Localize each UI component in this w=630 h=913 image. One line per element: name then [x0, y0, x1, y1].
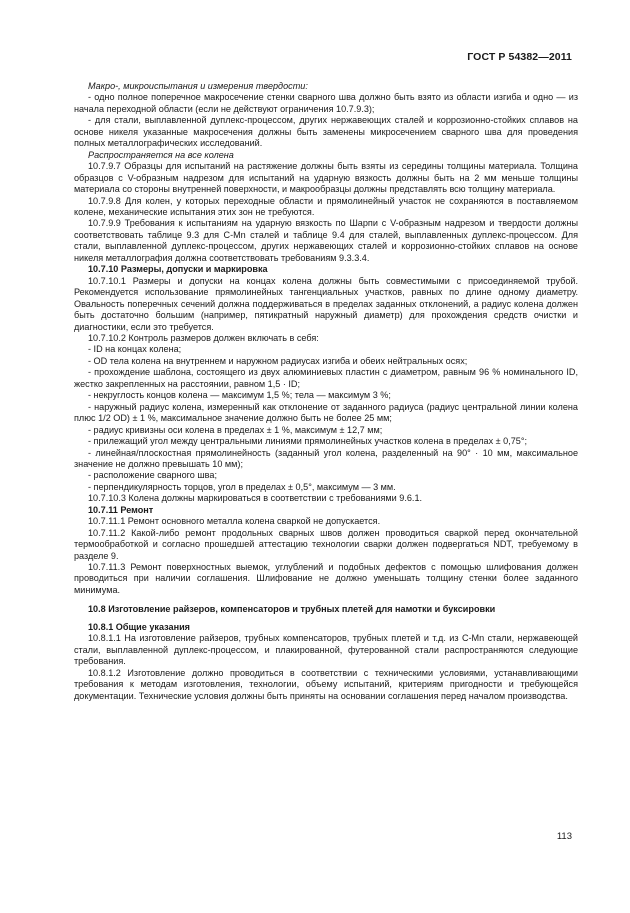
paragraph: - некруглость концов колена — максимум 1,5 %; тела — максимум 3 %;: [88, 390, 391, 401]
paragraph: - наружный радиус колена, измеренный как отклонение от заданного радиуса (радиус центральной линии колена плюс 1/2 OD) ± 1 %, максимальное значение должно быть не более 25 мм;: [74, 401, 578, 424]
paragraph: 10.7.10.1 Размеры и допуски на концах колена должны быть совместимыми с присоединяемой трубой. Рекомендуется использование прямолинейных тангенциальных участков, равных по длине одному диаметру. Овальность поперечных сечений должна поддерживаться в пределах заданных отклонений, а радиус колена должен быть достаточно большим (например, пятикратный наружный диаметр) для прохождения средств очистки и диагностики, если это требуется.: [74, 275, 578, 332]
paragraph: 10.7.11.3 Ремонт поверхностных выемок, углублений и подобных дефектов с помощью шлифования должен проводиться при наличии соглашения. Шлифование не должно уменьшать толщину стенки более заданного минимума.: [74, 562, 578, 595]
paragraph: - прохождение шаблона, состоящего из двух алюминиевых пластин с диаметром, равным 96 % номинального ID, жестко закрепленных на расстоянии, равном 1,5 · ID;: [74, 367, 578, 389]
paragraph: 10.7.11.2 Какой-либо ремонт продольных сварных швов должен проводиться сваркой перед окончательной термообработкой и согласно прошедшей аттестацию технологии сварки должен подвергаться NDT, требуемому в разделе 9.: [74, 527, 578, 561]
paragraph: - перпендикулярность торцов, угол в пределах ± 0,5°, максимум — 3 мм.: [88, 481, 396, 492]
paragraph: 10.7.10.3 Колена должны маркироваться в соответствии с требованиями 9.6.1.: [88, 493, 423, 504]
paragraph: - радиус кривизны оси колена в пределах ± 1 %, максимум ± 12,7 мм;: [88, 424, 383, 435]
paragraph: 10.8.1.1 На изготовление райзеров, трубных компенсаторов, трубных плетей и т.д. из C-Mn стали, нержавеющей стали, выплавленной дуплекс-процессом, и плакированной, футерованной стали распространяются следующие требования.: [74, 633, 578, 667]
section-heading: 10.8 Изготовление райзеров, компенсаторов и трубных плетей для намотки и буксировки: [88, 604, 496, 615]
page-number: 113: [556, 831, 572, 842]
subsection-heading: 10.7.10 Размеры, допуски и маркировка: [88, 264, 268, 275]
paragraph: - расположение сварного шва;: [88, 470, 217, 481]
italic-subheading: Распространяется на все колена: [88, 149, 234, 160]
paragraph: - линейная/плоскостная прямолинейность (заданный угол колена, разделенный на 90° · 10 мм, максимальное значение не должно превышать 10 мм);: [74, 447, 578, 469]
paragraph: 10.7.10.2 Контроль размеров должен включать в себя:: [88, 332, 319, 343]
paragraph: - прилежащий угол между центральными линиями прямолинейных участков колена в пределах ± 0,75°;: [88, 436, 528, 447]
paragraph: 10.8.1.2 Изготовление должно проводиться в соответствии с техническими условиями, устанавливающими требования к методам изготовления, технологии, объему испытаний, критериям пригодности и требующейся документации. Технические условия должны быть приняты на основании соглашения перед началом производства.: [74, 667, 578, 701]
subsection-heading: 10.8.1 Общие указания: [88, 621, 190, 632]
paragraph: 10.7.9.8 Для колен, у которых переходные области и прямолинейный участок не сохраняются в поставляемом колене, механические испытания этих зон не требуются.: [74, 195, 578, 217]
paragraph: - для стали, выплавленной дуплекс-процессом, других нержавеющих сталей и коррозионно-стойких сплавов на основе никеля указанные макросечения должны быть заменены микросечением сварного шва для проведения полных металлографических исследований.: [74, 115, 578, 149]
paragraph: 10.7.11.1 Ремонт основного металла колена сваркой не допускается.: [88, 516, 381, 527]
paragraph: 10.7.9.7 Образцы для испытаний на растяжение должны быть взяты из середины толщины материала. Толщина образцов с V-образным надрезом для испытаний на ударную вязкость должны быть на 2 мм меньше толщины материала со стороны внутренней поверхности, и макрообразцы должны представлять всю толщину материала.: [74, 161, 578, 195]
italic-subheading: Макро-, микроиспытания и измерения твердости:: [88, 81, 308, 91]
paragraph: - одно полное поперечное макросечение стенки сварного шва должно быть взято из области изгиба и одно — из начала переходной области (если не действуют ограничения 10.7.9.3);: [74, 92, 578, 114]
paragraph: - OD тела колена на внутреннем и наружном радиусах изгиба и обеих нейтральных осях;: [88, 355, 468, 366]
paragraph: - ID на концах колена;: [88, 344, 182, 355]
document-body: [74, 81, 578, 702]
paragraph: 10.7.9.9 Требования к испытаниям на ударную вязкость по Шарпи с V-образным надрезом и твердости должны соответствовать таблице 9.3 для C-Mn сталей и таблице 9.4 для сталей, выплавленных дуплекс-процессом. Для стали, выплавленной дуплекс-процессом, других нержавеющих сталей и коррозионно-стойких сплавов на основе никеля металлография должна соответствовать требованиям 9.3.3.4.: [74, 218, 578, 263]
subsection-heading: 10.7.11 Ремонт: [88, 504, 154, 515]
standard-code: ГОСТ Р 54382—2011: [467, 51, 572, 63]
